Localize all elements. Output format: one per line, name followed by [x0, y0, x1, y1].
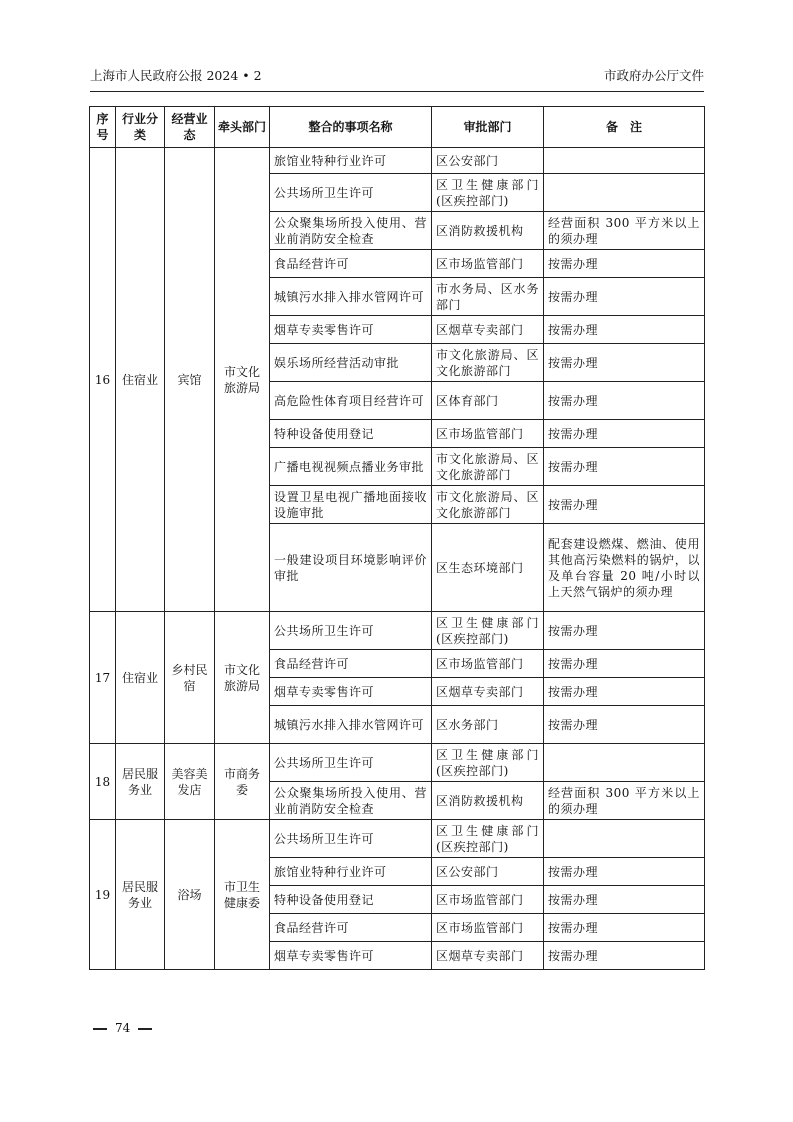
- dept-cell: 区体育部门: [432, 382, 544, 420]
- note-cell: 按需办理: [544, 448, 705, 486]
- industry-cell: 居民服务业: [116, 744, 165, 820]
- header-divider: [90, 91, 704, 92]
- lead-dept-cell: 市商务委: [215, 744, 270, 820]
- item-cell: 公众聚集场所投入使用、营业前消防安全检查: [270, 212, 432, 250]
- row-number: 17: [90, 612, 116, 744]
- dept-cell: 区市场监管部门: [432, 420, 544, 448]
- note-cell: 按需办理: [544, 382, 705, 420]
- note-cell: 按需办理: [544, 942, 705, 970]
- item-cell: 城镇污水排入排水管网许可: [270, 278, 432, 316]
- note-cell: [544, 174, 705, 212]
- item-cell: 城镇污水排入排水管网许可: [270, 706, 432, 744]
- format-cell: 美容美发店: [165, 744, 215, 820]
- row-number: 18: [90, 744, 116, 820]
- col-header-item: 整合的事项名称: [270, 107, 432, 148]
- table-header-row: [90, 107, 705, 148]
- note-cell: 按需办理: [544, 886, 705, 914]
- item-cell: 旅馆业特种行业许可: [270, 858, 432, 886]
- item-cell: 特种设备使用登记: [270, 420, 432, 448]
- note-cell: [544, 148, 705, 174]
- dept-cell: 区市场监管部门: [432, 914, 544, 942]
- table-row: [90, 820, 705, 858]
- lead-dept-cell: 市卫生健康委: [215, 820, 270, 970]
- col-header-no: 序号: [90, 107, 116, 148]
- col-header-format: 经营业态: [165, 107, 215, 148]
- lead-dept-cell: 市文化旅游局: [215, 612, 270, 744]
- col-header-lead: 牵头部门: [215, 107, 270, 148]
- item-cell: 高危险性体育项目经营许可: [270, 382, 432, 420]
- col-header-dept: 审批部门: [432, 107, 544, 148]
- document-category: 市政府办公厅文件: [603, 68, 704, 83]
- col-header-note: 备 注: [544, 107, 705, 148]
- table-body: [90, 148, 705, 970]
- dept-cell: 区烟草专卖部门: [432, 942, 544, 970]
- dept-cell: 区烟草专卖部门: [432, 316, 544, 344]
- running-header: [90, 66, 704, 86]
- lead-dept-cell: 市文化旅游局: [215, 148, 270, 612]
- dept-cell: 区生态环境部门: [432, 524, 544, 612]
- footer-dash: [138, 1028, 152, 1030]
- dept-cell: 区市场监管部门: [432, 886, 544, 914]
- dept-cell: 区消防救援机构: [432, 782, 544, 820]
- item-cell: 公众聚集场所投入使用、营业前消防安全检查: [270, 782, 432, 820]
- dept-cell: 区卫生健康部门(区疾控部门): [432, 174, 544, 212]
- note-cell: 按需办理: [544, 650, 705, 678]
- note-cell: [544, 820, 705, 858]
- dept-cell: 区水务部门: [432, 706, 544, 744]
- note-cell: 按需办理: [544, 344, 705, 382]
- industry-cell: 居民服务业: [116, 820, 165, 970]
- note-cell: 按需办理: [544, 706, 705, 744]
- format-cell: 浴场: [165, 820, 215, 970]
- dept-cell: 区公安部门: [432, 148, 544, 174]
- item-cell: 娱乐场所经营活动审批: [270, 344, 432, 382]
- item-cell: 公共场所卫生许可: [270, 744, 432, 782]
- industry-cell: 住宿业: [116, 612, 165, 744]
- dept-cell: 市文化旅游局、区文化旅游部门: [432, 486, 544, 524]
- item-cell: 烟草专卖零售许可: [270, 942, 432, 970]
- note-cell: 按需办理: [544, 420, 705, 448]
- item-cell: 烟草专卖零售许可: [270, 678, 432, 706]
- note-cell: 按需办理: [544, 316, 705, 344]
- format-cell: 宾馆: [165, 148, 215, 612]
- item-cell: 食品经营许可: [270, 250, 432, 278]
- note-cell: 按需办理: [544, 678, 705, 706]
- page-number: 74: [115, 1021, 131, 1035]
- dept-cell: 区卫生健康部门(区疾控部门): [432, 820, 544, 858]
- note-cell: [544, 744, 705, 782]
- footer-dash: [93, 1028, 107, 1030]
- note-cell: 按需办理: [544, 612, 705, 650]
- page-footer: [93, 1021, 152, 1035]
- item-cell: 公共场所卫生许可: [270, 820, 432, 858]
- col-header-industry: 行业分类: [116, 107, 165, 148]
- item-cell: 设置卫星电视广播地面接收设施审批: [270, 486, 432, 524]
- dept-cell: 市文化旅游局、区文化旅游部门: [432, 344, 544, 382]
- item-cell: 广播电视视频点播业务审批: [270, 448, 432, 486]
- item-cell: 公共场所卫生许可: [270, 174, 432, 212]
- item-cell: 食品经营许可: [270, 914, 432, 942]
- dept-cell: 市文化旅游局、区文化旅游部门: [432, 448, 544, 486]
- item-cell: 烟草专卖零售许可: [270, 316, 432, 344]
- dept-cell: 区卫生健康部门(区疾控部门): [432, 744, 544, 782]
- row-number: 16: [90, 148, 116, 612]
- item-cell: 一般建设项目环境影响评价审批: [270, 524, 432, 612]
- note-cell: 经营面积 300 平方米以上的须办理: [544, 212, 705, 250]
- dept-cell: 区公安部门: [432, 858, 544, 886]
- dept-cell: 市水务局、区水务部门: [432, 278, 544, 316]
- note-cell: 按需办理: [544, 858, 705, 886]
- industry-cell: 住宿业: [116, 148, 165, 612]
- note-cell: 按需办理: [544, 914, 705, 942]
- note-cell: 按需办理: [544, 278, 705, 316]
- table-row: [90, 148, 705, 174]
- format-cell: 乡村民宿: [165, 612, 215, 744]
- note-cell: 按需办理: [544, 250, 705, 278]
- dept-cell: 区市场监管部门: [432, 250, 544, 278]
- licensing-table: [89, 106, 705, 970]
- item-cell: 特种设备使用登记: [270, 886, 432, 914]
- note-cell: 经营面积 300 平方米以上的须办理: [544, 782, 705, 820]
- item-cell: 公共场所卫生许可: [270, 612, 432, 650]
- item-cell: 旅馆业特种行业许可: [270, 148, 432, 174]
- row-number: 19: [90, 820, 116, 970]
- dept-cell: 区卫生健康部门(区疾控部门): [432, 612, 544, 650]
- note-cell: 按需办理: [544, 486, 705, 524]
- dept-cell: 区市场监管部门: [432, 650, 544, 678]
- table-row: [90, 744, 705, 782]
- table-row: [90, 612, 705, 650]
- item-cell: 食品经营许可: [270, 650, 432, 678]
- dept-cell: 区烟草专卖部门: [432, 678, 544, 706]
- bulletin-title: 上海市人民政府公报 2024 • 2: [90, 68, 262, 83]
- note-cell: 配套建设燃煤、燃油、使用其他高污染燃料的锅炉，以及单台容量 20 吨/小时以上天然气锅炉的须办理: [544, 524, 705, 612]
- dept-cell: 区消防救援机构: [432, 212, 544, 250]
